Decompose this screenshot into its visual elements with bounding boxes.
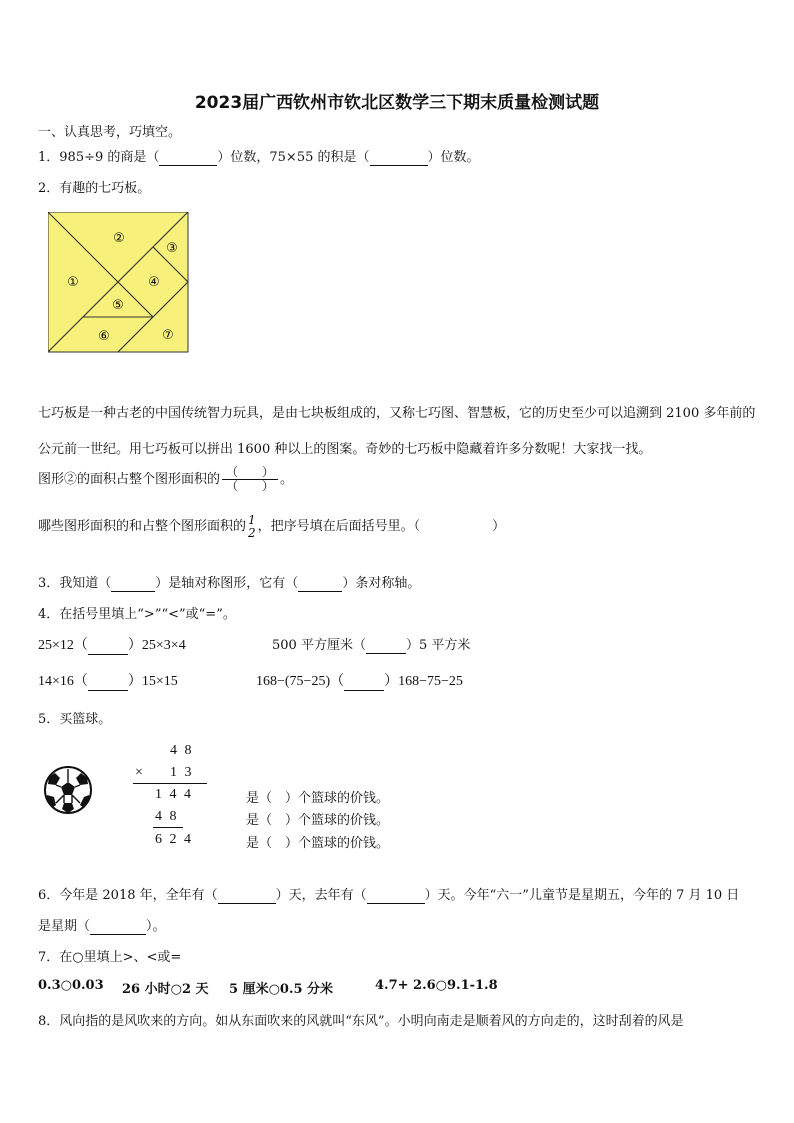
mult-rule — [153, 827, 183, 828]
answer-blank[interactable] — [111, 576, 155, 592]
compare-right: ）15×15 — [127, 674, 178, 689]
compare-right: ）25×3×4 — [127, 638, 186, 653]
answer-blank[interactable] — [367, 888, 425, 904]
q7-item-3[interactable]: 5 厘米○0.5 分米 — [229, 982, 334, 997]
section-heading: 一、认真思考，巧填空。 — [38, 125, 182, 140]
compare-right: ）5 平方米 — [405, 638, 471, 653]
question-4 — [38, 603, 236, 622]
piece-label-6: ⑥ — [98, 329, 110, 344]
tangram-paragraph: 七巧板是一种古老的中国传统智力玩具，是由七块板组成的，又称七巧图、智慧板，它的历史至少可以追溯到 2100 多年前的公元前一世纪。用七巧板可以拼出 1600 种以上的图案。奇妙的七巧板中隐藏着许多分数呢！大家找一找。 — [38, 406, 756, 457]
piece-label-1: ① — [67, 275, 79, 290]
q1-text-a: 985÷9 的商是（ — [59, 150, 160, 165]
question-number: 3． — [38, 576, 60, 591]
fraction-blank[interactable] — [222, 466, 278, 493]
tangram-figure — [48, 212, 190, 354]
question-number: 1． — [38, 150, 60, 165]
compare-2a — [38, 670, 178, 691]
question-3 — [38, 572, 420, 592]
q1-text-c: ）位数。 — [427, 150, 480, 165]
piece-label-4: ④ — [148, 275, 160, 290]
q7-item-2[interactable]: 26 小时○2 天 — [122, 982, 209, 997]
q6-text-e: ）。 — [146, 919, 166, 934]
question-7 — [38, 946, 181, 965]
question-8 — [38, 1010, 684, 1029]
answer-blank[interactable] — [159, 150, 217, 166]
piece-label-5: ⑤ — [112, 298, 124, 313]
question-5 — [38, 708, 111, 727]
question-number: 4． — [38, 607, 60, 622]
mult-result: 6 2 4 — [155, 832, 193, 847]
mult-partial-1: 1 4 4 — [155, 787, 193, 802]
fraction-numerator: 1 — [248, 513, 256, 527]
compare-left: 25×12（ — [38, 638, 88, 653]
mult-operator: × — [135, 765, 145, 780]
compare-1b — [272, 634, 470, 654]
q7-item-4[interactable]: 4.7+ 2.6○9.1-1.8 — [375, 978, 498, 993]
piece-label-7: ⑦ — [162, 328, 174, 343]
fraction-denominator: （ ） — [226, 479, 275, 493]
compare-left: 500 平方厘米（ — [272, 638, 366, 653]
answer-blank[interactable] — [420, 514, 492, 540]
question-number: 5． — [38, 712, 60, 727]
question-6 — [38, 884, 739, 904]
q2-line-1 — [38, 466, 293, 493]
question-number: 8． — [38, 1014, 60, 1029]
soccer-ball-icon — [43, 765, 93, 815]
answer-blank[interactable] — [218, 888, 276, 904]
piece-label-3: ③ — [166, 241, 178, 256]
q3-text-c: ）条对称轴。 — [342, 576, 421, 591]
compare-right: ）168−75−25 — [384, 674, 463, 689]
q7-item-1[interactable]: 0.3○0.03 — [38, 978, 104, 993]
q3-text-b: ）是轴对称图形，它有（ — [155, 576, 299, 591]
q8-text: 风向指的是风吹来的方向。如从东面吹来的风就叫“东风”。小明向南走是顺着风的方向走的，这时刮着的风是 — [59, 1014, 684, 1029]
q2-line2-end: ） — [492, 519, 506, 534]
compare-2b — [256, 670, 463, 691]
q1-text-b: ）位数，75×55 的积是（ — [217, 150, 370, 165]
fraction-half — [248, 514, 256, 540]
question-number: 2． — [38, 181, 60, 196]
fraction-denominator: 2 — [248, 526, 256, 540]
q6-text-d: 是星期（ — [38, 919, 91, 934]
question-2 — [38, 177, 150, 196]
answer-blank[interactable] — [370, 150, 428, 166]
answer-blank[interactable] — [298, 576, 342, 592]
q5-text: 买篮球。 — [59, 712, 112, 727]
price-line-3: 是（ ）个篮球的价钱。 — [246, 836, 390, 851]
q6-text-b: ）天，去年有（ — [275, 888, 367, 903]
compare-left: 168−(75−25)（ — [256, 674, 345, 689]
q3-text-a: 我知道（ — [59, 576, 112, 591]
q6-text-c: ）天。今年“六一”儿童节是星期五，今年的 7 月 10 日 — [424, 888, 740, 903]
q2-text: 有趣的七巧板。 — [59, 181, 151, 196]
question-6-cont — [38, 915, 166, 935]
price-line-1: 是（ ）个篮球的价钱。 — [246, 791, 390, 806]
question-number: 6． — [38, 888, 60, 903]
compare-1a — [38, 634, 186, 655]
mult-top: 4 8 — [170, 743, 194, 758]
question-1 — [38, 146, 480, 166]
price-line-2: 是（ ）个篮球的价钱。 — [246, 813, 390, 828]
q6-text-a: 今年是 2018 年，全年有（ — [59, 888, 218, 903]
q2-line1-end: 。 — [280, 472, 294, 487]
mult-partial-2: 4 8 — [155, 809, 179, 824]
mult-bottom: 1 3 — [170, 765, 194, 780]
piece-label-2: ② — [113, 231, 125, 246]
q2-line2-text-b: ，把序号填在后面括号里。（ — [257, 519, 421, 534]
answer-blank[interactable] — [88, 638, 128, 655]
compare-left: 14×16（ — [38, 674, 88, 689]
fraction-numerator: （ ） — [222, 466, 278, 480]
q2-line1-text: 图形②的面积占整个图形面积的 — [38, 472, 221, 487]
answer-blank[interactable] — [344, 674, 384, 691]
answer-blank[interactable] — [88, 674, 128, 691]
q4-text: 在括号里填上“>”“<”或“=”。 — [59, 607, 236, 622]
q7-text: 在○里填上>、<或= — [59, 950, 182, 965]
mult-rule — [133, 783, 207, 784]
q2-line-2 — [38, 514, 505, 540]
page-title: 2023届广西钦州市钦北区数学三下期末质量检测试题 — [194, 93, 600, 113]
question-number: 7． — [38, 950, 60, 965]
answer-blank[interactable] — [366, 638, 406, 654]
answer-blank[interactable] — [90, 919, 146, 935]
q2-line2-text: 哪些图形面积的和占整个图形面积的 — [38, 519, 247, 534]
